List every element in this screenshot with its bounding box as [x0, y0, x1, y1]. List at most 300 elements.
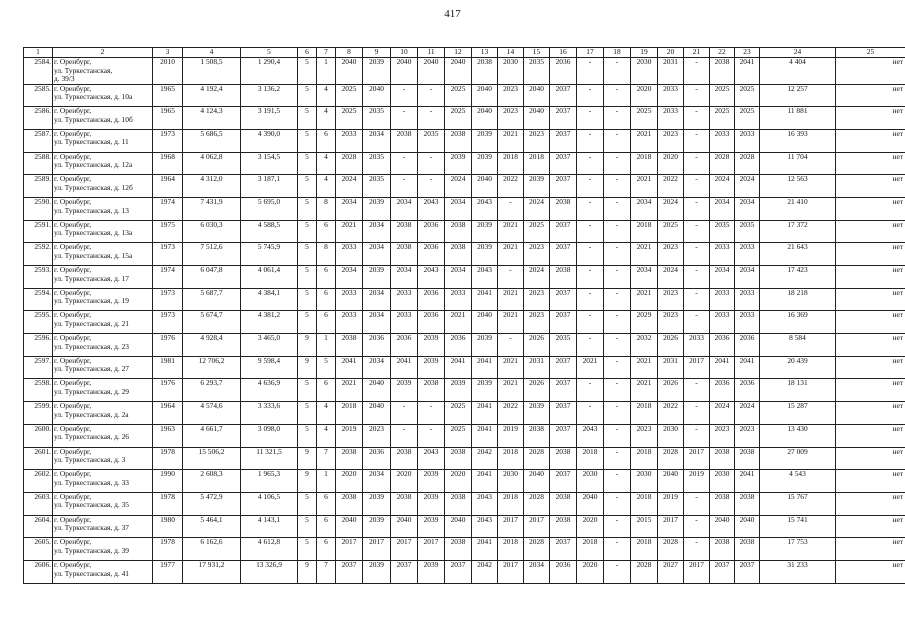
table-row: [24, 560, 905, 583]
cell-col-4: 6 047,8: [183, 266, 241, 289]
table-row: [24, 175, 905, 198]
cell-col-20: 2033: [658, 84, 684, 107]
cell-col-14: -: [498, 334, 524, 357]
cell-col-20: 2023: [658, 243, 684, 266]
cell-col-16: 2038: [550, 515, 577, 538]
row-number-cell: 2595.: [24, 311, 53, 334]
cell-col-8: 2041: [336, 356, 363, 379]
column-number-14: 14: [498, 48, 524, 58]
cell-col-12: 2040: [445, 58, 472, 85]
cell-col-10: -: [391, 107, 418, 130]
cell-col-10: -: [391, 424, 418, 447]
cell-col-19: 2018: [631, 152, 658, 175]
cell-col-22: 2037: [710, 560, 735, 583]
cell-col-10: 2017: [391, 538, 418, 561]
cell-col-25: нет: [836, 175, 905, 198]
cell-col-17: 2020: [577, 560, 604, 583]
column-number-15: 15: [524, 48, 550, 58]
row-number-cell: 2588.: [24, 152, 53, 175]
cell-col-15: 2028: [524, 447, 550, 470]
cell-col-21: -: [684, 538, 710, 561]
cell-col-20: 2023: [658, 311, 684, 334]
cell-col-7: 6: [317, 379, 336, 402]
cell-col-19: 2030: [631, 470, 658, 493]
cell-col-15: 2040: [524, 470, 550, 493]
cell-col-7: 6: [317, 288, 336, 311]
cell-col-9: 2039: [363, 266, 391, 289]
address-cell: [53, 175, 153, 198]
cell-col-12: 2025: [445, 107, 472, 130]
cell-col-7: 4: [317, 424, 336, 447]
cell-col-7: 1: [317, 334, 336, 357]
cell-col-25: нет: [836, 424, 905, 447]
cell-col-12: 2038: [445, 538, 472, 561]
cell-col-13: 2043: [472, 515, 498, 538]
cell-col-16: 2037: [550, 288, 577, 311]
cell-col-4: 6 030,3: [183, 220, 241, 243]
address-city: г. Оренбург,: [54, 242, 92, 252]
cell-col-19: 2025: [631, 107, 658, 130]
cell-col-24: 15 741: [760, 515, 836, 538]
cell-col-9: 2034: [363, 220, 391, 243]
column-number-6: 6: [298, 48, 317, 58]
cell-col-9: 2040: [363, 379, 391, 402]
address-street: ул. Туркестанская, д. 21: [54, 318, 129, 328]
cell-col-12: 2039: [445, 379, 472, 402]
cell-col-14: 2021: [498, 379, 524, 402]
cell-col-11: 2036: [418, 311, 445, 334]
cell-col-12: 2038: [445, 129, 472, 152]
cell-col-16: 2037: [550, 379, 577, 402]
cell-col-25: нет: [836, 379, 905, 402]
cell-col-7: 6: [317, 311, 336, 334]
row-number-cell: 2600.: [24, 424, 53, 447]
cell-col-6: 9: [298, 560, 317, 583]
cell-col-9: 2036: [363, 447, 391, 470]
cell-col-20: 2024: [658, 266, 684, 289]
cell-col-11: 2036: [418, 288, 445, 311]
address-city: г. Оренбург,: [54, 515, 92, 524]
cell-col-24: 12 563: [760, 175, 836, 198]
cell-col-11: -: [418, 152, 445, 175]
cell-col-24: 18 218: [760, 288, 836, 311]
cell-col-22: 2025: [710, 107, 735, 130]
cell-col-16: 2037: [550, 243, 577, 266]
cell-col-8: 2018: [336, 402, 363, 425]
cell-col-24: 11 704: [760, 152, 836, 175]
cell-col-13: 2040: [472, 84, 498, 107]
cell-col-21: -: [684, 129, 710, 152]
cell-col-19: 2032: [631, 334, 658, 357]
address-street: ул. Туркестанская, д. 35: [54, 500, 129, 510]
column-number-10: 10: [391, 48, 418, 58]
table-row: [24, 197, 905, 220]
cell-col-8: 2040: [336, 515, 363, 538]
cell-col-14: 2023: [498, 84, 524, 107]
cell-col-13: 2041: [472, 402, 498, 425]
cell-col-17: 2020: [577, 515, 604, 538]
cell-col-3: 1963: [153, 424, 183, 447]
row-number-cell: 2598.: [24, 379, 53, 402]
cell-col-18: -: [604, 334, 631, 357]
cell-col-10: -: [391, 152, 418, 175]
cell-col-23: 2038: [735, 447, 760, 470]
cell-col-21: -: [684, 492, 710, 515]
cell-col-9: 2034: [363, 288, 391, 311]
address-street: ул. Туркестанская, д. 19: [54, 296, 129, 306]
address-cell: [53, 560, 153, 583]
column-number-19: 19: [631, 48, 658, 58]
cell-col-8: 2038: [336, 334, 363, 357]
cell-col-25: нет: [836, 560, 905, 583]
cell-col-22: 2038: [710, 492, 735, 515]
address-city: г. Оренбург,: [54, 310, 92, 320]
cell-col-18: -: [604, 243, 631, 266]
cell-col-22: 2038: [710, 58, 735, 85]
cell-col-16: 2037: [550, 538, 577, 561]
cell-col-8: 2020: [336, 470, 363, 493]
row-number-cell: 2586.: [24, 107, 53, 130]
cell-col-5: 1 290,4: [241, 58, 298, 85]
cell-col-10: -: [391, 84, 418, 107]
cell-col-14: -: [498, 266, 524, 289]
cell-col-11: 2043: [418, 266, 445, 289]
address-street: ул. Туркестанская, д. 12б: [54, 182, 133, 192]
row-number-cell: 2592.: [24, 243, 53, 266]
address-street: ул. Туркестанская, д. 39: [54, 545, 129, 555]
cell-col-6: 5: [298, 311, 317, 334]
cell-col-12: 2036: [445, 334, 472, 357]
cell-col-25: нет: [836, 447, 905, 470]
cell-col-10: -: [391, 175, 418, 198]
cell-col-23: 2033: [735, 243, 760, 266]
cell-col-4: 5 472,9: [183, 492, 241, 515]
table-row: [24, 492, 905, 515]
cell-col-10: -: [391, 402, 418, 425]
cell-col-9: 2036: [363, 334, 391, 357]
cell-col-20: 2028: [658, 538, 684, 561]
address-cell: [53, 424, 153, 447]
cell-col-7: 6: [317, 515, 336, 538]
cell-col-10: 2020: [391, 470, 418, 493]
table-row: [24, 107, 905, 130]
cell-col-18: -: [604, 220, 631, 243]
cell-col-17: 2040: [577, 492, 604, 515]
cell-col-22: 2023: [710, 424, 735, 447]
cell-col-9: 2017: [363, 538, 391, 561]
column-number-23: 23: [735, 48, 760, 58]
table-row: [24, 220, 905, 243]
column-number-1: 1: [24, 48, 53, 58]
cell-col-17: 2030: [577, 470, 604, 493]
cell-col-17: -: [577, 107, 604, 130]
cell-col-15: 2023: [524, 243, 550, 266]
cell-col-12: 2033: [445, 288, 472, 311]
cell-col-22: 2033: [710, 311, 735, 334]
cell-col-8: 2028: [336, 152, 363, 175]
cell-col-7: 6: [317, 492, 336, 515]
cell-col-3: 1975: [153, 220, 183, 243]
row-number-cell: 2605.: [24, 538, 53, 561]
cell-col-12: 2041: [445, 356, 472, 379]
cell-col-22: 2040: [710, 515, 735, 538]
cell-col-12: 2037: [445, 560, 472, 583]
cell-col-5: 11 321,5: [241, 447, 298, 470]
column-number-20: 20: [658, 48, 684, 58]
cell-col-6: 9: [298, 447, 317, 470]
cell-col-25: нет: [836, 243, 905, 266]
cell-col-11: 2035: [418, 129, 445, 152]
cell-col-3: 1974: [153, 197, 183, 220]
column-number-9: 9: [363, 48, 391, 58]
cell-col-11: -: [418, 107, 445, 130]
cell-col-20: 2026: [658, 334, 684, 357]
cell-col-14: 2021: [498, 356, 524, 379]
cell-col-14: 2021: [498, 220, 524, 243]
cell-col-17: -: [577, 402, 604, 425]
cell-col-25: нет: [836, 334, 905, 357]
address-city: г. Оренбург,: [54, 424, 92, 433]
cell-col-8: 2038: [336, 492, 363, 515]
cell-col-24: 16 369: [760, 311, 836, 334]
cell-col-11: 2039: [418, 334, 445, 357]
cell-col-23: 2033: [735, 311, 760, 334]
address-cell: [53, 288, 153, 311]
cell-col-24: 21 410: [760, 197, 836, 220]
cell-col-15: 2023: [524, 288, 550, 311]
cell-col-17: -: [577, 220, 604, 243]
cell-col-20: 2031: [658, 58, 684, 85]
cell-col-23: 2034: [735, 197, 760, 220]
cell-col-15: 2018: [524, 152, 550, 175]
cell-col-18: -: [604, 311, 631, 334]
cell-col-8: 2021: [336, 220, 363, 243]
cell-col-13: 2039: [472, 334, 498, 357]
cell-col-23: 2041: [735, 58, 760, 85]
cell-col-6: 5: [298, 288, 317, 311]
cell-col-13: 2039: [472, 243, 498, 266]
column-number-24: 24: [760, 48, 836, 58]
address-street: ул. Туркестанская,: [54, 65, 113, 75]
cell-col-15: 2026: [524, 379, 550, 402]
cell-col-9: 2034: [363, 311, 391, 334]
cell-col-16: 2037: [550, 356, 577, 379]
cell-col-13: 2040: [472, 107, 498, 130]
cell-col-18: -: [604, 288, 631, 311]
cell-col-7: 4: [317, 175, 336, 198]
row-number-cell: 2596.: [24, 334, 53, 357]
cell-col-10: 2038: [391, 492, 418, 515]
cell-col-15: 2039: [524, 402, 550, 425]
cell-col-6: 5: [298, 492, 317, 515]
row-number-cell: 2594.: [24, 288, 53, 311]
cell-col-6: 5: [298, 515, 317, 538]
cell-col-5: 4 588,5: [241, 220, 298, 243]
cell-col-25: нет: [836, 129, 905, 152]
cell-col-17: -: [577, 58, 604, 85]
cell-col-3: 2010: [153, 58, 183, 85]
cell-col-6: 5: [298, 402, 317, 425]
column-number-21: 21: [684, 48, 710, 58]
cell-col-19: 2015: [631, 515, 658, 538]
cell-col-10: 2041: [391, 356, 418, 379]
cell-col-6: 5: [298, 175, 317, 198]
cell-col-15: 2028: [524, 492, 550, 515]
cell-col-4: 1 508,5: [183, 58, 241, 85]
address-city: г. Оренбург,: [54, 288, 92, 297]
cell-col-5: 4 390,0: [241, 129, 298, 152]
cell-col-4: 4 124,3: [183, 107, 241, 130]
address-city: г. Оренбург,: [54, 265, 92, 275]
row-number-cell: 2593.: [24, 266, 53, 289]
cell-col-19: 2030: [631, 58, 658, 85]
cell-col-22: 2041: [710, 356, 735, 379]
cell-col-9: 2040: [363, 402, 391, 425]
cell-col-15: 2040: [524, 107, 550, 130]
cell-col-11: -: [418, 84, 445, 107]
cell-col-16: 2037: [550, 220, 577, 243]
address-city: г. Оренбург,: [54, 333, 92, 343]
cell-col-22: 2024: [710, 402, 735, 425]
cell-col-3: 1974: [153, 266, 183, 289]
cell-col-20: 2040: [658, 470, 684, 493]
cell-col-18: -: [604, 447, 631, 470]
cell-col-5: 3 333,6: [241, 402, 298, 425]
cell-col-16: 2037: [550, 424, 577, 447]
cell-col-3: 1973: [153, 288, 183, 311]
table-row: [24, 334, 905, 357]
cell-col-19: 2018: [631, 220, 658, 243]
cell-col-4: 6 293,7: [183, 379, 241, 402]
cell-col-5: 4 106,5: [241, 492, 298, 515]
cell-col-22: 2033: [710, 288, 735, 311]
column-number-12: 12: [445, 48, 472, 58]
cell-col-4: 4 312,0: [183, 175, 241, 198]
table-row: [24, 84, 905, 107]
cell-col-8: 2037: [336, 560, 363, 583]
cell-col-12: 2040: [445, 515, 472, 538]
address-street: ул. Туркестанская, д. 33: [54, 477, 129, 487]
cell-col-21: -: [684, 107, 710, 130]
cell-col-12: 2038: [445, 447, 472, 470]
cell-col-8: 2019: [336, 424, 363, 447]
cell-col-18: -: [604, 107, 631, 130]
cell-col-23: 2024: [735, 402, 760, 425]
cell-col-15: 2024: [524, 197, 550, 220]
address-cell: [53, 538, 153, 561]
column-number-3: 3: [153, 48, 183, 58]
cell-col-18: -: [604, 152, 631, 175]
cell-col-17: -: [577, 266, 604, 289]
cell-col-25: нет: [836, 220, 905, 243]
cell-col-20: 2030: [658, 424, 684, 447]
row-number-cell: 2597.: [24, 356, 53, 379]
cell-col-23: 2037: [735, 560, 760, 583]
cell-col-5: 4 143,1: [241, 515, 298, 538]
cell-col-21: -: [684, 402, 710, 425]
page-number: 417: [444, 8, 461, 20]
cell-col-16: 2038: [550, 266, 577, 289]
cell-col-17: 2043: [577, 424, 604, 447]
cell-col-20: 2031: [658, 356, 684, 379]
cell-col-9: 2035: [363, 152, 391, 175]
cell-col-4: 17 931,2: [183, 560, 241, 583]
column-number-7: 7: [317, 48, 336, 58]
cell-col-4: 4 192,4: [183, 84, 241, 107]
cell-col-15: 2017: [524, 515, 550, 538]
address-city: г. Оренбург,: [54, 197, 92, 206]
cell-col-9: 2023: [363, 424, 391, 447]
cell-col-13: 2042: [472, 447, 498, 470]
cell-col-16: 2036: [550, 58, 577, 85]
cell-col-25: нет: [836, 58, 905, 85]
cell-col-18: -: [604, 266, 631, 289]
address-city: г. Оренбург,: [54, 356, 92, 365]
cell-col-13: 2041: [472, 470, 498, 493]
column-number-4: 4: [183, 48, 241, 58]
address-city: г. Оренбург,: [54, 84, 92, 93]
cell-col-13: 2039: [472, 220, 498, 243]
cell-col-13: 2043: [472, 266, 498, 289]
cell-col-3: 1964: [153, 402, 183, 425]
address-city: г. Оренбург,: [54, 492, 92, 501]
cell-col-15: 2028: [524, 538, 550, 561]
cell-col-6: 9: [298, 470, 317, 493]
cell-col-21: -: [684, 379, 710, 402]
cell-col-16: 2037: [550, 402, 577, 425]
cell-col-7: 8: [317, 243, 336, 266]
column-number-18: 18: [604, 48, 631, 58]
cell-col-19: 2021: [631, 129, 658, 152]
cell-col-4: 2 608,3: [183, 470, 241, 493]
cell-col-11: -: [418, 424, 445, 447]
table-row: [24, 515, 905, 538]
cell-col-23: 2041: [735, 470, 760, 493]
cell-col-23: 2038: [735, 538, 760, 561]
cell-col-3: 1980: [153, 515, 183, 538]
cell-col-15: 2040: [524, 84, 550, 107]
cell-col-6: 5: [298, 129, 317, 152]
cell-col-20: 2024: [658, 197, 684, 220]
table-row: [24, 379, 905, 402]
cell-col-20: 2020: [658, 152, 684, 175]
cell-col-21: -: [684, 424, 710, 447]
cell-col-10: 2038: [391, 220, 418, 243]
cell-col-12: 2038: [445, 220, 472, 243]
cell-col-17: -: [577, 152, 604, 175]
cell-col-17: -: [577, 243, 604, 266]
row-number-cell: 2585.: [24, 84, 53, 107]
address-city: г. Оренбург,: [54, 106, 92, 116]
cell-col-17: -: [577, 175, 604, 198]
cell-col-24: 21 643: [760, 243, 836, 266]
address-cell: [53, 402, 153, 425]
cell-col-11: 2039: [418, 470, 445, 493]
cell-col-20: 2026: [658, 379, 684, 402]
cell-col-22: 2033: [710, 243, 735, 266]
row-number-cell: 2606.: [24, 560, 53, 583]
cell-col-4: 6 162,6: [183, 538, 241, 561]
cell-col-20: 2033: [658, 107, 684, 130]
address-city: г. Оренбург,: [54, 560, 92, 569]
cell-col-21: 2017: [684, 447, 710, 470]
cell-col-7: 6: [317, 266, 336, 289]
cell-col-10: 2038: [391, 447, 418, 470]
address-street: ул. Туркестанская, д. 12а: [54, 160, 133, 170]
cell-col-21: -: [684, 152, 710, 175]
cell-col-25: нет: [836, 107, 905, 130]
cell-col-20: 2025: [658, 220, 684, 243]
